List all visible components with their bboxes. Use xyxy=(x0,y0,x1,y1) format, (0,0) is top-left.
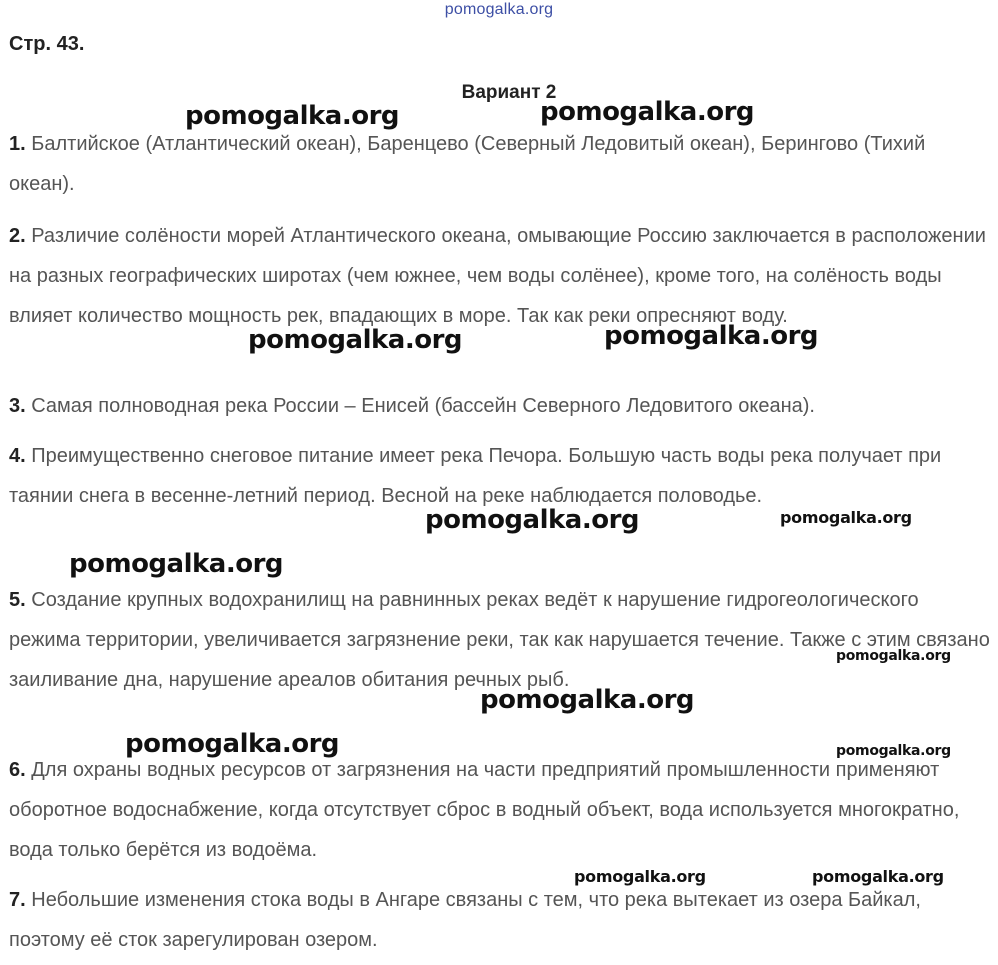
answer-text: Преимущественно снеговое питание имеет река Печора. Большую часть воды река получает при таянии снега в весенне-летний период. Весной на реке наблюдается половодье. xyxy=(9,445,942,507)
answer-text: Различие солёности морей Атлантического океана, омывающие Россию заключается в расположении на разных географических широтах (чем южнее, чем воды солёнее), кроме того, на солёность воды влияет количество мощность рек, впадающих в море. Так как реки опресняют воду. xyxy=(9,225,986,327)
watermark: pomogalka.org xyxy=(69,549,284,579)
answer-number: 1. xyxy=(9,133,26,155)
answer-text: Самая полноводная река России – Енисей (бассейн Северного Ледовитого океана). xyxy=(31,395,815,417)
answer-number: 5. xyxy=(9,589,26,611)
answer-text: Создание крупных водохранилищ на равнинных реках ведёт к нарушение гидрогеологического режима территории, увеличивается загрязнение реки, так как нарушается течение. Также с этим связано заиливание дна, нарушение ареалов обитания речных рыб. xyxy=(9,589,990,691)
answer-item-1 xyxy=(9,124,994,204)
answer-item-3 xyxy=(9,386,994,426)
watermark: pomogalka.org xyxy=(425,505,640,535)
answer-number: 2. xyxy=(9,225,26,247)
site-header-link[interactable]: pomogalka.org xyxy=(444,1,554,18)
answer-number: 7. xyxy=(9,889,26,911)
answer-number: 6. xyxy=(9,759,26,781)
variant-title: Вариант 2 xyxy=(461,82,557,103)
watermark: pomogalka.org xyxy=(540,97,755,127)
watermark: pomogalka.org xyxy=(574,867,706,886)
page-label: Стр. 43. xyxy=(9,33,85,55)
watermark: pomogalka.org xyxy=(780,508,912,527)
answer-text: Балтийское (Атлантический океан), Баренцево (Северный Ледовитый океан), Берингово (Тихий океан). xyxy=(9,133,926,195)
answer-item-7 xyxy=(9,880,994,960)
watermark: pomogalka.org xyxy=(836,743,951,759)
watermark: pomogalka.org xyxy=(812,867,944,886)
answer-item-5 xyxy=(9,580,994,700)
watermark: pomogalka.org xyxy=(248,325,463,355)
answer-text: Небольшие изменения стока воды в Ангаре связаны с тем, что река вытекает из озера Байкал, поэтому её сток зарегулирован озером. xyxy=(9,889,921,951)
watermark: pomogalka.org xyxy=(836,648,951,664)
answer-number: 3. xyxy=(9,395,26,417)
answer-item-2 xyxy=(9,216,994,336)
watermark: pomogalka.org xyxy=(125,729,340,759)
answer-item-4 xyxy=(9,436,994,516)
watermark: pomogalka.org xyxy=(604,321,819,351)
watermark: pomogalka.org xyxy=(185,101,400,131)
watermark: pomogalka.org xyxy=(480,685,695,715)
answer-text: Для охраны водных ресурсов от загрязнения на части предприятий промышленности применяют оборотное водоснабжение, когда отсутствует сброс в водный объект, вода используется многократно, вода только берётся из водоёма. xyxy=(9,759,960,861)
answer-number: 4. xyxy=(9,445,26,467)
answer-item-6 xyxy=(9,750,994,870)
